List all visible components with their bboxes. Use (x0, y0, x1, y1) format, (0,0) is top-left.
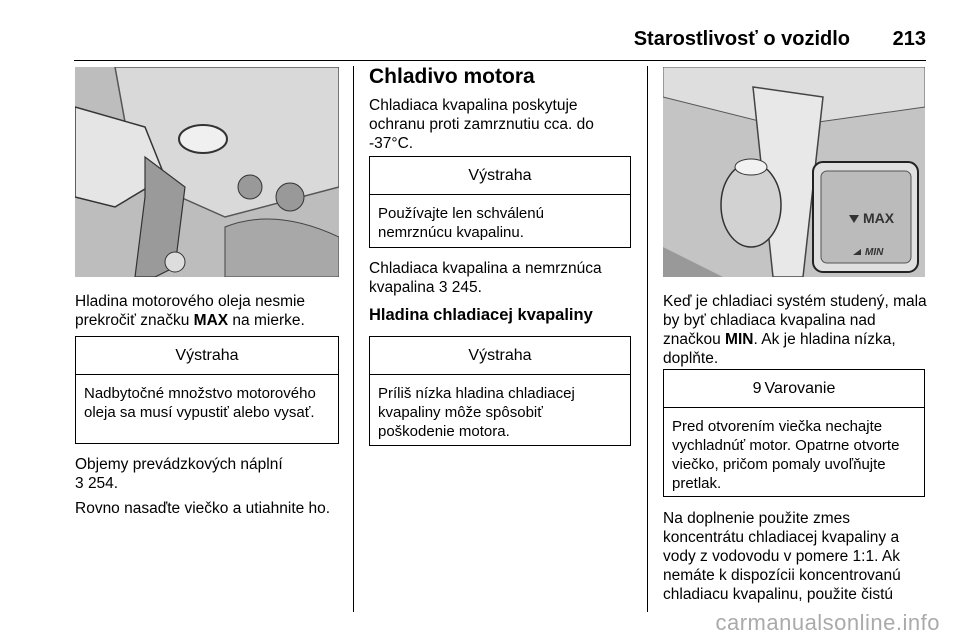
warning-box (663, 369, 925, 497)
watermark: carmanualsonline.info (715, 610, 940, 635)
min-label: MIN (865, 247, 884, 258)
coolant-mix-paragraph: Na doplnenie použite zmes koncentrátu chladiacej kvapaliny a vody z vodovodu v pomere 1:1. Ak nemáte k dispozícii koncentrovanú chladiacu kvapalinu, použite čistú (663, 510, 901, 603)
warning-box (369, 156, 631, 248)
page-header (74, 26, 926, 56)
warning-box-body: Používajte len schválenú nemrznúcu kvapalinu. (378, 205, 544, 241)
page-number: 213 (892, 28, 926, 50)
section-heading: Chladivo motora (369, 65, 535, 88)
coolant-level-paragraph: Keď je chladiaci systém studený, mala by byť chladiaca kvapalina nad značkou MIN. Ak je hladina nízka, doplňte. (663, 293, 927, 367)
warning-box-body: Pred otvorením viečka nechajte vychladnúť motor. Opatrne otvorte viečko, pričom pomaly uvoľňujte pretlak. (672, 418, 900, 492)
warning-box-body: Príliš nízka hladina chladiacej kvapaliny môže spôsobiť poškodenie motora. (378, 385, 575, 440)
warning-box-title: Výstraha (370, 157, 630, 195)
header-rule (74, 60, 926, 61)
header-title: Starostlivosť o vozidlo (633, 28, 850, 50)
page-ref-icon: 3 (75, 475, 84, 492)
min-mark-text: MIN (725, 331, 754, 348)
warning-box-title: Výstraha (76, 337, 338, 375)
warning-box (75, 336, 339, 444)
cap-paragraph: Rovno nasaďte viečko a utiahnite ho. (75, 500, 331, 517)
coolant-ref-paragraph: Chladiaca kvapalina a nemrznúca kvapalina 3 245. (369, 260, 602, 296)
warning-box-body: Nadbytočné množstvo motorového oleja sa musí vypustiť alebo vysať. (84, 385, 316, 421)
capacities-paragraph: Objemy prevádzkových náplní 3 254. (75, 456, 283, 492)
engine-oil-drawing (75, 67, 339, 277)
max-mark-text: MAX (193, 312, 229, 329)
coolant-reservoir-illustration (663, 67, 925, 277)
warning-triangle-icon: 9 (752, 379, 762, 397)
warning-box-title: 9 Varovanie (664, 370, 924, 408)
page-ref-icon: 3 (438, 279, 448, 296)
coolant-intro-paragraph: Chladiaca kvapalina poskytuje ochranu proti zamrznutiu cca. do -37°C. (369, 97, 594, 152)
coolant-reservoir-drawing (663, 67, 925, 277)
warning-box (369, 336, 631, 446)
max-label: MAX (863, 210, 895, 226)
column-divider (647, 66, 648, 612)
warning-box-title: Výstraha (370, 337, 630, 375)
oil-level-paragraph: Hladina motorového oleja nesmie prekročiť značku MAX na mierke. (75, 293, 306, 329)
column-divider (353, 66, 354, 612)
subsection-heading: Hladina chladiacej kvapaliny (369, 306, 593, 324)
engine-oil-illustration (75, 67, 339, 277)
